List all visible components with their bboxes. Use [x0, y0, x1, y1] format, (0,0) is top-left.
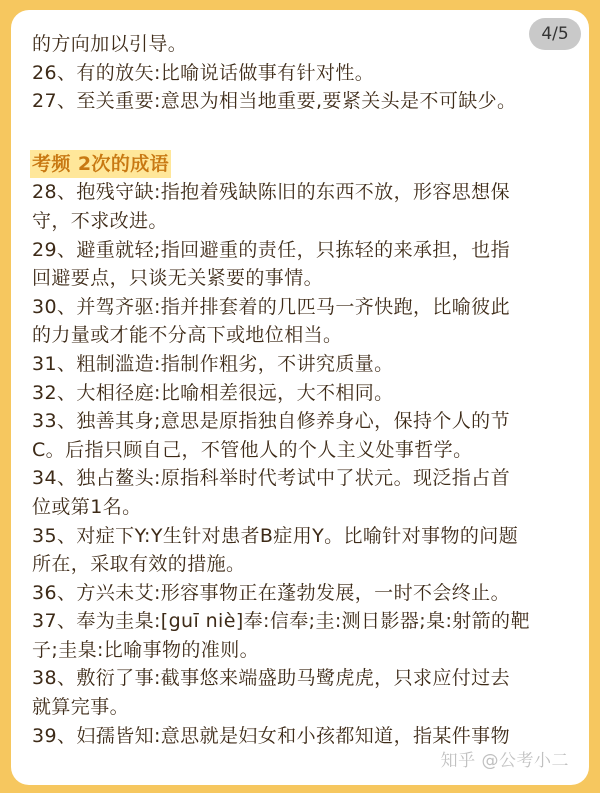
watermark: 知乎 @公考小二	[440, 751, 569, 771]
text-line: 27、至关重要:意思为相当地重要,要紧关头是不可缺少。	[32, 90, 517, 113]
text-line: 38、敷衍了事:截事悠来端盛助马鹭虎虎，只求应付过去	[32, 667, 510, 690]
text-line: 28、抱残守缺:指抱着残缺陈旧的东西不放，形容思想保	[32, 181, 510, 204]
document-text	[32, 30, 552, 750]
text-line: 的方向加以引导。	[32, 33, 188, 55]
text-line: 33、独善其身;意思是原指独自修养身心，保持个人的节	[32, 410, 510, 433]
text-line: 31、粗制滥造:指制作粗劣，不讲究质量。	[32, 352, 394, 375]
text-line: 35、对症下Y:Y生针对患者B症用Y。比喻针对事物的问题	[32, 524, 519, 547]
section-spacer	[32, 116, 552, 150]
text-line: 子;圭臬:比喻事物的准则。	[32, 638, 260, 661]
section-heading-line	[32, 150, 552, 179]
document-card	[11, 10, 589, 785]
text-line: 回避要点，只谈无关紧要的事情。	[32, 267, 324, 290]
text-line: 32、大相径庭:比喻相差很远，大不相同。	[32, 381, 394, 404]
text-line: C。后指只顾自己，不管他人的个人主义处事哲学。	[32, 438, 473, 461]
text-line: 29、避重就轻;指回避重的责任，只拣轻的来承担，也指	[32, 238, 510, 261]
text-line: 位或第1名。	[32, 495, 142, 518]
text-line: 26、有的放矢:比喻说话做事有针对性。	[32, 61, 375, 84]
text-line: 所在，采取有效的措施。	[32, 553, 246, 576]
text-line: 的力量或才能不分高下或地位相当。	[32, 324, 343, 347]
text-line: 30、并驾齐驱:指并排套着的几匹马一齐快跑，比喻彼此	[32, 295, 510, 318]
text-line: 36、方兴未艾:形容事物正在蓬勃发展，一时不会终止。	[32, 581, 510, 604]
page-indicator: 4/5	[529, 18, 581, 50]
text-line: 就算完事。	[32, 696, 130, 719]
text-line: 39、妇孺皆知:意思就是妇女和小孩都知道，指某件事物	[32, 724, 510, 747]
text-line: 37、奉为圭臬:[guī niè]奉:信奉;圭:测日影器;臬:射箭的靶	[32, 610, 530, 633]
section-title: 考频 2次的成语	[30, 150, 171, 179]
text-line: 34、独占鳌头:原指科举时代考试中了状元。现泛指占首	[32, 467, 510, 490]
text-line: 守，不求改进。	[32, 209, 168, 232]
